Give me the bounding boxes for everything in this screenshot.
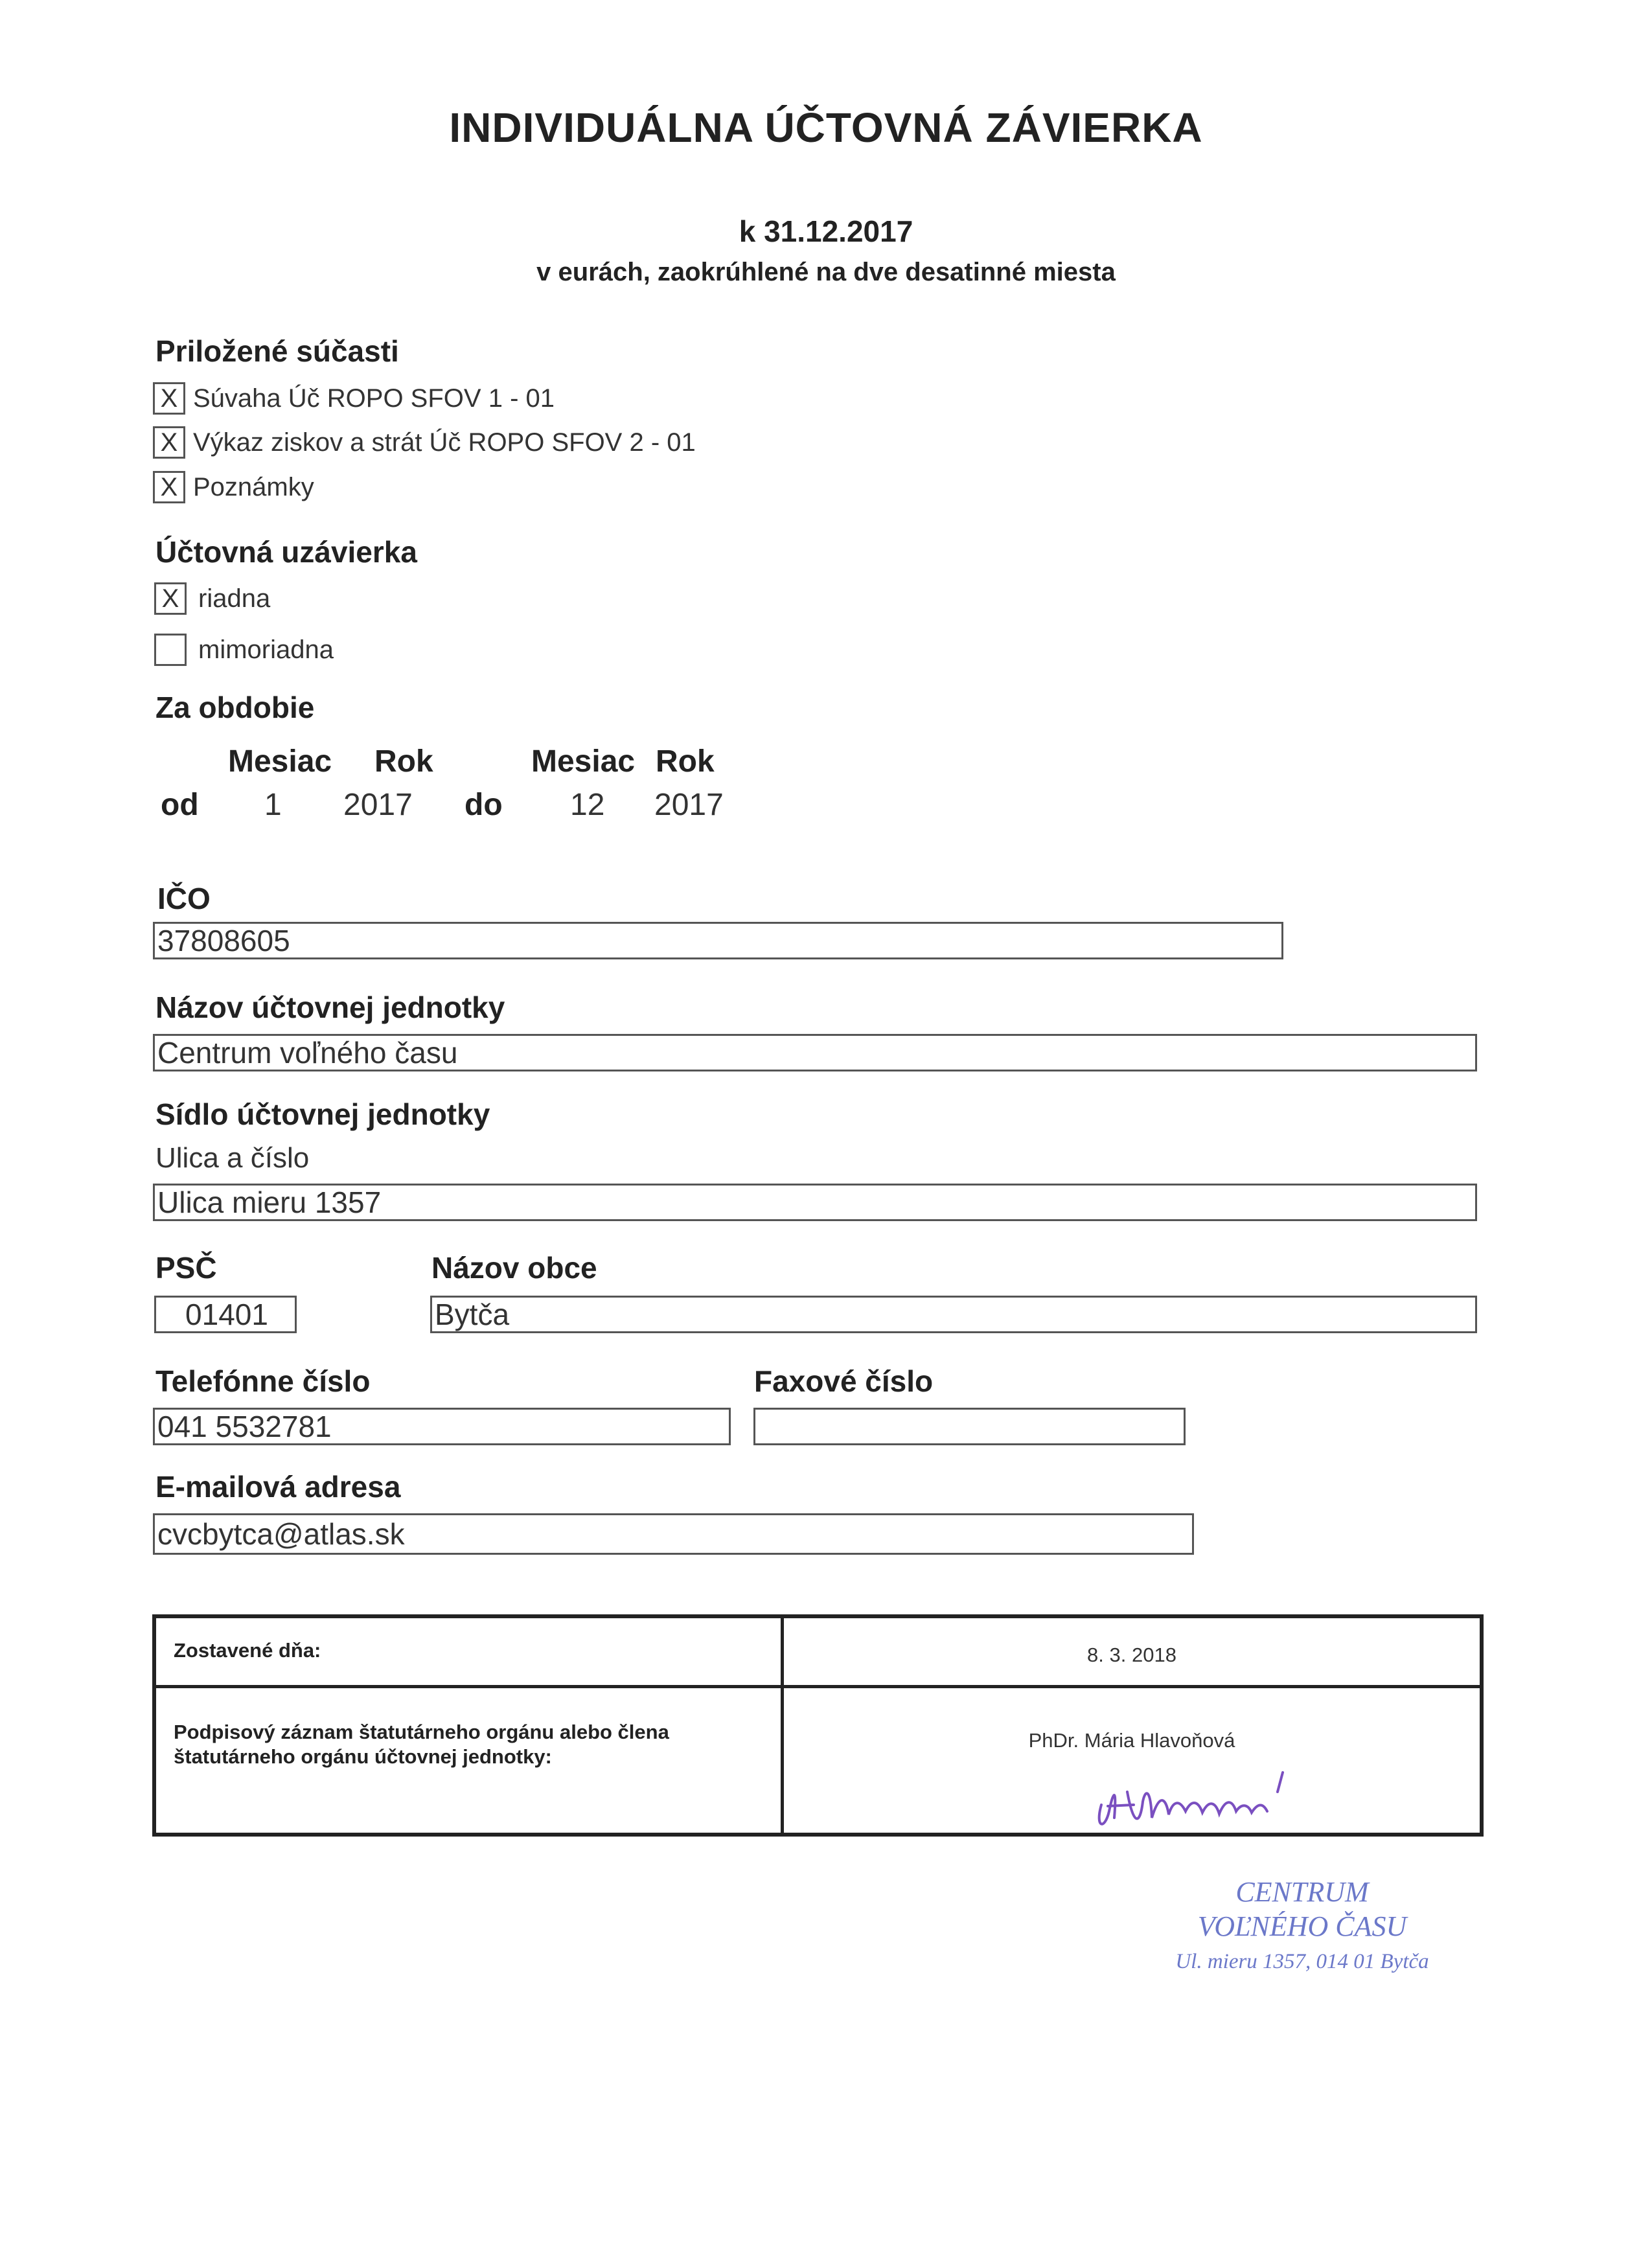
checkbox-regular[interactable]: X (154, 582, 187, 615)
attachment-item-notes (153, 471, 314, 503)
signature-label: Podpisový záznam štatutárneho orgánu alebo člena štatutárneho orgánu účtovnej jednotky: (174, 1720, 669, 1768)
email-field[interactable]: cvcbytca@atlas.sk (153, 1513, 1194, 1555)
signature-label-cell (154, 1686, 783, 1835)
handwritten-signature (1088, 1766, 1309, 1837)
attachments-heading: Priložené súčasti (155, 334, 399, 368)
attachment-item-balance-sheet (153, 382, 555, 415)
closing-heading: Účtovná uzávierka (155, 535, 417, 569)
from-month-header: Mesiac (228, 744, 332, 779)
signature-value-cell (783, 1686, 1482, 1835)
signature-table (152, 1614, 1484, 1837)
compiled-date-label: Zostavené dňa: (174, 1639, 321, 1662)
checkbox-balance-sheet[interactable]: X (153, 382, 185, 415)
ico-label: IČO (157, 882, 211, 915)
attachment-label: Súvaha Úč ROPO SFOV 1 - 01 (193, 384, 555, 413)
address-heading: Sídlo účtovnej jednotky (155, 1097, 490, 1131)
phone-field[interactable]: 041 5532781 (153, 1408, 731, 1445)
compiled-date-value: 8. 3. 2018 (1087, 1644, 1176, 1666)
closing-item-regular (154, 582, 270, 615)
stamp-line-1: CENTRUM (1235, 1876, 1369, 1908)
city-label: Názov obce (431, 1251, 597, 1285)
report-date: k 31.12.2017 (739, 214, 913, 248)
email-label: E-mailová adresa (155, 1470, 401, 1504)
entity-name-field[interactable]: Centrum voľného času (153, 1034, 1477, 1071)
fax-field[interactable] (753, 1408, 1186, 1445)
attachment-label: Poznámky (193, 472, 314, 501)
to-month-header: Mesiac (531, 744, 636, 779)
attachment-item-income-statement (153, 426, 696, 459)
stamp-line-3: Ul. mieru 1357, 014 01 Bytča (1175, 1950, 1429, 1973)
from-year-value: 2017 (343, 788, 413, 822)
closing-item-extraordinary (154, 634, 334, 666)
to-year-header: Rok (656, 744, 715, 779)
psc-field[interactable]: 01401 (154, 1296, 297, 1333)
street-field[interactable]: Ulica mieru 1357 (153, 1184, 1477, 1221)
street-label: Ulica a číslo (155, 1142, 310, 1174)
stamp-line-2: VOĽNÉHO ČASU (1197, 1910, 1407, 1942)
checkbox-notes[interactable]: X (153, 471, 185, 503)
ico-field[interactable]: 37808605 (153, 922, 1283, 959)
compiled-date-value-cell (783, 1616, 1482, 1686)
phone-label: Telefónne číslo (155, 1364, 371, 1398)
compiled-date-label-cell (154, 1616, 783, 1686)
from-month-value: 1 (264, 788, 282, 822)
to-month-value: 12 (570, 788, 605, 822)
fax-label: Faxové číslo (754, 1364, 934, 1398)
entity-name-label: Názov účtovnej jednotky (155, 991, 505, 1024)
signer-name: PhDr. Mária Hlavoňová (1028, 1728, 1235, 1752)
to-year-value: 2017 (654, 788, 724, 822)
checkbox-extraordinary[interactable] (154, 634, 187, 666)
from-label: od (161, 788, 199, 822)
city-field[interactable]: Bytča (430, 1296, 1477, 1333)
closing-label: riadna (198, 584, 271, 613)
attachment-label: Výkaz ziskov a strát Úč ROPO SFOV 2 - 01 (193, 428, 696, 457)
currency-note: v eurách, zaokrúhlené na dve desatinné miesta (536, 258, 1116, 286)
closing-label: mimoriadna (198, 635, 334, 664)
from-year-header: Rok (374, 744, 433, 779)
to-label: do (465, 788, 503, 822)
psc-label: PSČ (155, 1251, 217, 1285)
period-heading: Za obdobie (155, 691, 315, 724)
checkbox-income-statement[interactable]: X (153, 426, 185, 459)
document-title: INDIVIDUÁLNA ÚČTOVNÁ ZÁVIERKA (449, 104, 1203, 151)
